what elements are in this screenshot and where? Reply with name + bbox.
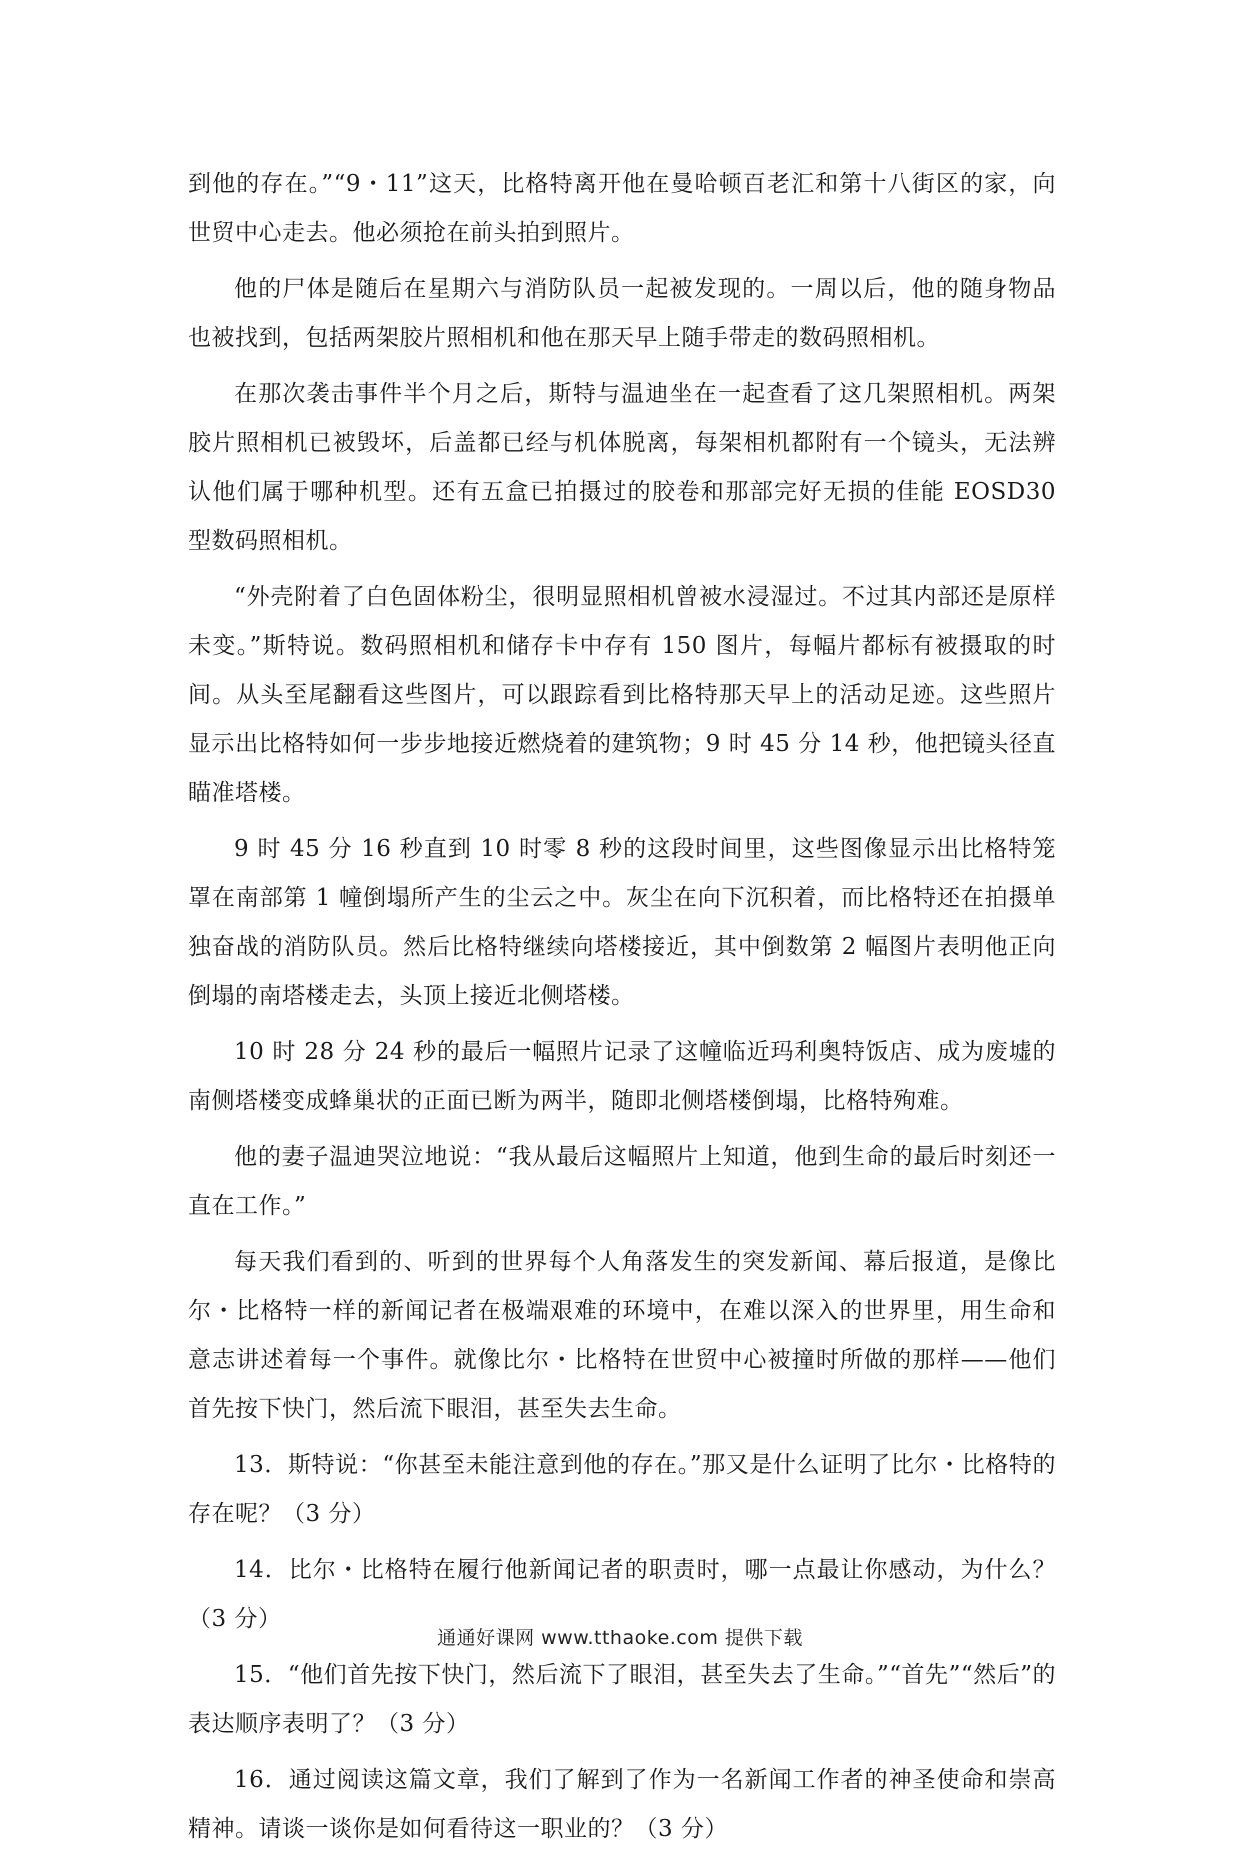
paragraph-2: 他的尸体是随后在星期六与消防队员一起被发现的。一周以后，他的随身物品也被找到，包括两架胶片照相机和他在那天早上随手带走的数码照相机。 bbox=[188, 276, 1056, 351]
question-16: 16．通过阅读这篇文章，我们了解到了作为一名新闻工作者的神圣使命和崇高精神。请谈一谈你是如何看待这一职业的？（3 分） bbox=[188, 1767, 1056, 1842]
paragraph-6: 10 时 28 分 24 秒的最后一幅照片记录了这幢临近玛利奥特饭店、成为废墟的南侧塔楼变成蜂巢状的正面已断为两半，随即北侧塔楼倒塌，比格特殉难。 bbox=[188, 1039, 1056, 1114]
paragraph-5: 9 时 45 分 16 秒直到 10 时零 8 秒的这段时间里，这些图像显示出比格特笼罩在南部第 1 幢倒塌所产生的尘云之中。灰尘在向下沉积着，而比格特还在拍摄单独奋战的消防队员。然后比格特继续向塔楼接近，其中倒数第 2 幅图片表明他正向倒塌的南塔楼走去，头顶上接近北侧塔楼。 bbox=[188, 836, 1056, 1009]
paragraph-7: 他的妻子温迪哭泣地说：“我从最后这幅照片上知道，他到生命的最后时刻还一直在工作。” bbox=[188, 1144, 1056, 1219]
question-13: 13．斯特说：“你甚至未能注意到他的存在。”那又是什么证明了比尔・比格特的存在呢？（3 分） bbox=[188, 1452, 1056, 1527]
question-14: 14．比尔・比格特在履行他新闻记者的职责时，哪一点最让你感动，为什么？（3 分） bbox=[188, 1557, 1056, 1632]
article-body bbox=[188, 160, 1056, 1861]
paragraph-3: 在那次袭击事件半个月之后，斯特与温迪坐在一起查看了这几架照相机。两架胶片照相机已被毁坏，后盖都已经与机体脱离，每架相机都附有一个镜头，无法辨认他们属于哪种机型。还有五盒已拍摄过的胶卷和那部完好无损的佳能 EOSD30 型数码照相机。 bbox=[188, 381, 1056, 554]
paragraph-4: “外壳附着了白色固体粉尘，很明显照相机曾被水浸湿过。不过其内部还是原样未变。”斯特说。数码照相机和储存卡中存有 150 图片，每幅片都标有被摄取的时间。从头至尾翻看这些图片，可以跟踪看到比格特那天早上的活动足迹。这些照片显示出比格特如何一步步地接近燃烧着的建筑物；9 时 45 分 14 秒，他把镜头径直瞄准塔楼。 bbox=[188, 584, 1056, 806]
paragraph-1: 到他的存在。”“9・11”这天，比格特离开他在曼哈顿百老汇和第十八街区的家，向世贸中心走去。他必须抢在前头拍到照片。 bbox=[188, 171, 1056, 246]
paragraph-8: 每天我们看到的、听到的世界每个人角落发生的突发新闻、幕后报道，是像比尔・比格特一样的新闻记者在极端艰难的环境中，在难以深入的世界里，用生命和意志讲述着每一个事件。就像比尔・比格特在世贸中心被撞时所做的那样——他们首先按下快门，然后流下眼泪，甚至失去生命。 bbox=[188, 1249, 1056, 1422]
page-footer: 通通好课网 www.tthaoke.com 提供下载 bbox=[437, 1627, 803, 1649]
question-15: 15．“他们首先按下快门，然后流下了眼泪，甚至失去了生命。”“首先”“然后”的表达顺序表明了？（3 分） bbox=[188, 1662, 1056, 1737]
